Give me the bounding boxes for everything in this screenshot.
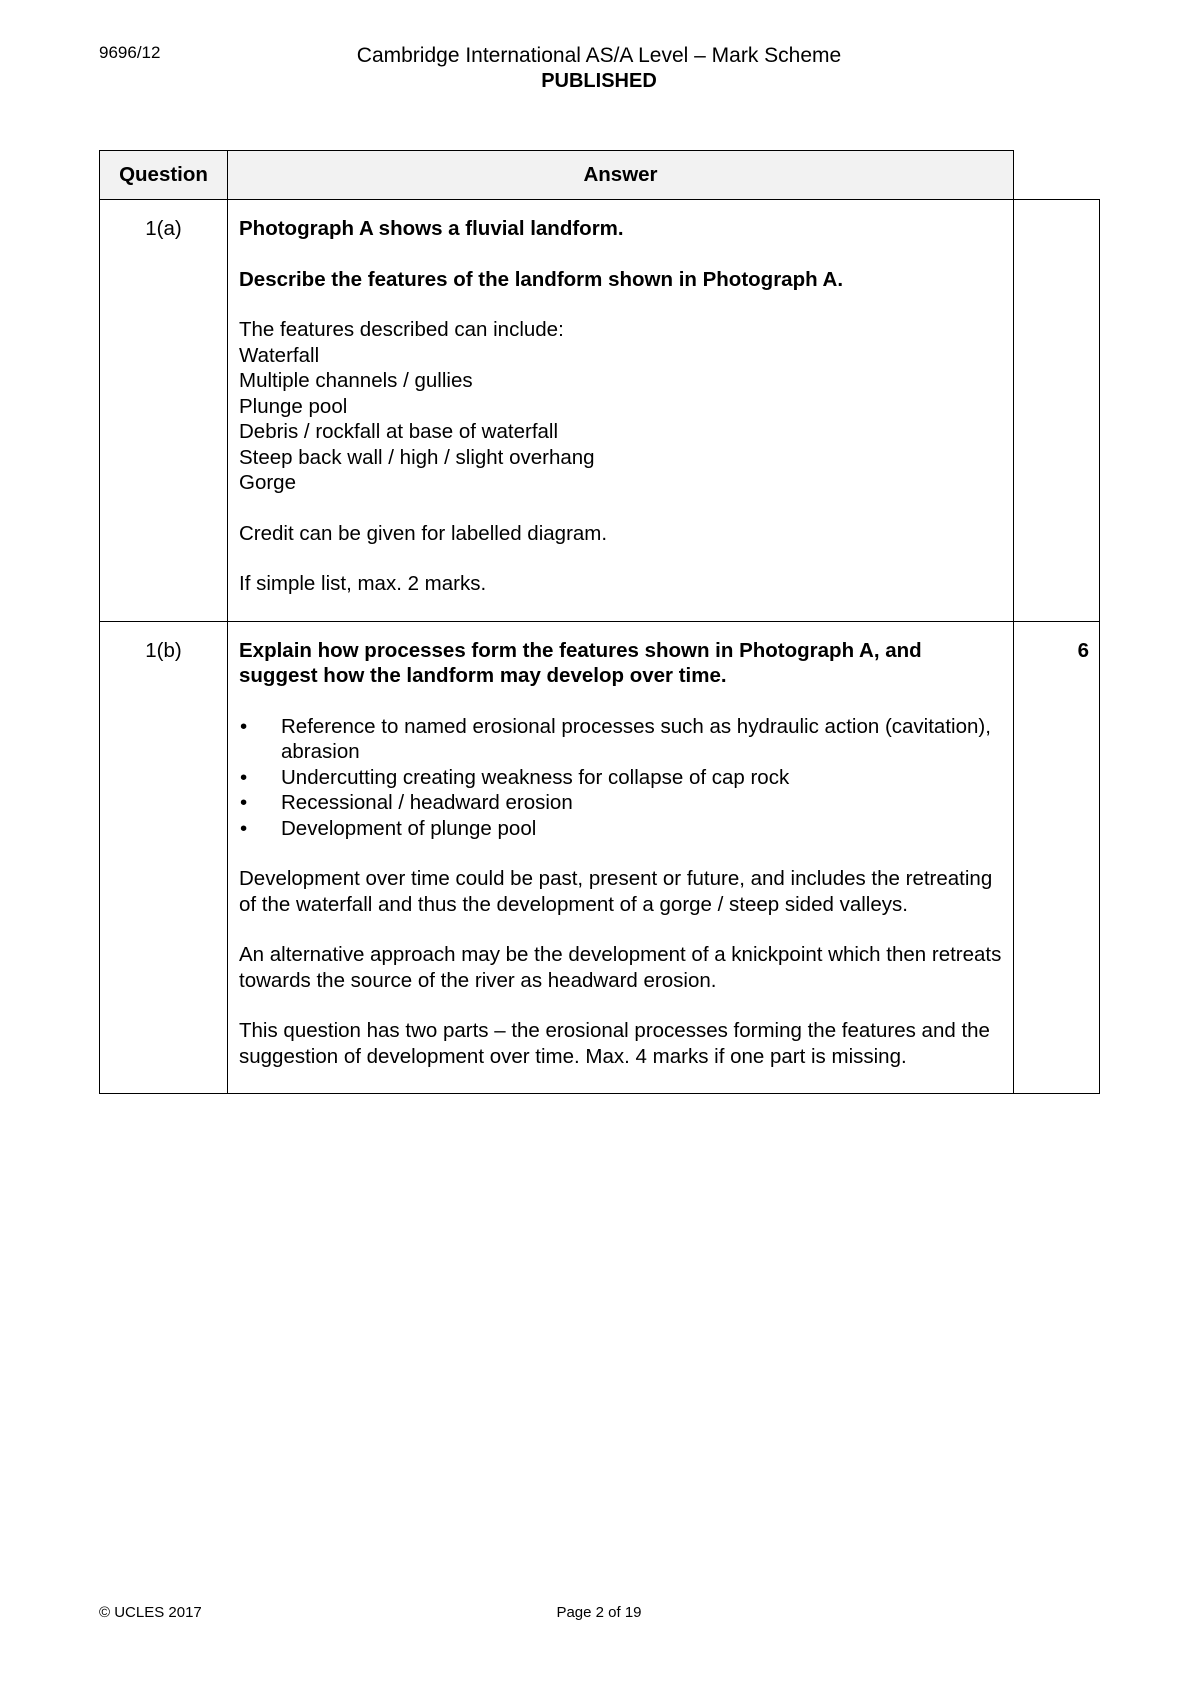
table-header-row xyxy=(100,151,1100,200)
published-label: PUBLISHED xyxy=(541,70,657,92)
question-number: 1(b) xyxy=(100,621,228,1094)
guidance-paragraph: An alternative approach may be the development of a knickpoint which then retreats towards the source of the river as headward erosion. xyxy=(239,943,1002,992)
feature-item: Waterfall xyxy=(239,343,320,367)
table-row xyxy=(100,200,1100,622)
copyright-notice: © UCLES 2017 xyxy=(99,1604,202,1621)
bullet-icon: • xyxy=(240,791,248,814)
bullet-icon: • xyxy=(240,714,248,738)
page-number: Page 2 of 19 xyxy=(556,1604,642,1621)
features-lead: The features described can include: xyxy=(239,318,564,341)
page-header xyxy=(0,44,1190,94)
feature-item: Steep back wall / high / slight overhang xyxy=(239,445,595,469)
question-number: 1(a) xyxy=(100,200,228,622)
list-item: • Undercutting creating weakness for collapse of cap rock xyxy=(240,765,790,789)
answer-column-header: Answer xyxy=(228,151,1014,200)
document-title: Cambridge International AS/A Level – Mark Scheme xyxy=(356,44,842,67)
list-item: • Development of plunge pool xyxy=(240,816,537,840)
marks-column-header xyxy=(1014,151,1100,200)
answer-cell xyxy=(228,621,1014,1094)
question-prompt: Describe the features of the landform shown in Photograph A. xyxy=(239,267,844,291)
table-row xyxy=(100,621,1100,1094)
question-column-header: Question xyxy=(100,151,228,200)
guidance-paragraph: This question has two parts – the erosional processes forming the features and the suggestion of development over time. Max. 4 marks if one part is missing. xyxy=(239,1019,990,1068)
question-intro: Photograph A shows a fluvial landform. xyxy=(239,217,624,240)
marking-note: Credit can be given for labelled diagram. xyxy=(239,521,608,545)
paper-code: 9696/12 xyxy=(99,43,161,62)
feature-item: Gorge xyxy=(239,471,296,494)
guidance-paragraph: Development over time could be past, present or future, and includes the retreating of the waterfall and thus the development of a gorge / steep sided valleys. xyxy=(239,867,993,916)
marking-note: If simple list, max. 2 marks. xyxy=(239,572,487,595)
bullet-icon: • xyxy=(240,816,248,840)
list-item: • Recessional / headward erosion xyxy=(240,791,573,814)
bullet-icon: • xyxy=(240,765,248,789)
bullet-list xyxy=(239,714,1003,842)
list-item: • Reference to named erosional processes such as hydraulic action (cavitation), abrasion xyxy=(240,714,991,763)
feature-item: Debris / rockfall at base of waterfall xyxy=(239,420,559,443)
marks-cell: 6 xyxy=(1014,621,1100,1094)
answer-cell xyxy=(228,200,1014,622)
question-prompt: Explain how processes form the features shown in Photograph A, and suggest how the landform may develop over time. xyxy=(239,638,922,687)
feature-item: Plunge pool xyxy=(239,394,348,418)
marks-cell xyxy=(1014,200,1100,622)
mark-scheme-table xyxy=(99,150,1100,1094)
feature-item: Multiple channels / gullies xyxy=(239,369,473,392)
